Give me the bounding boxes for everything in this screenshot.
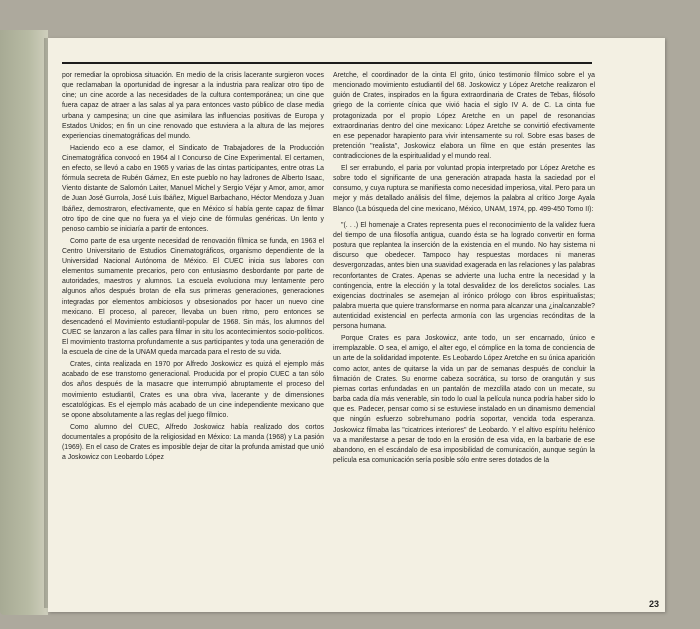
header-rule <box>62 62 592 64</box>
paragraph: Como alumno del CUEC, Alfredo Joskowicz había realizado dos cortos documentales a propósito de la religiosidad en México: La manda (1968) y La pasión (1969). En el caso de Crates es imposible dejar de citar la profunda amistad que unió a Joskowicz con Leobardo López <box>62 423 324 462</box>
paragraph: Haciendo eco a ese clamor, el Sindicato de Trabajadores de la Producción Cinematográfica convocó en 1964 al I Concurso de Cine Experimental. El certamen, en efecto, se llevó a cabo en 1965 y varias de las cintas participantes, entre otras La fórmula secreta de Rubén Gámez, En este pueblo no hay ladrones de Alberto Isaac, Viento distante de Salomón Laiter, Manuel Michel y Sergio Véjar y Amor, amor, amor de Juan José Gurrola, José Luis Ibáñez, Miguel Barbachano, Héctor Mendoza y Juan Ibáñez, demostraron, efectivamente, que en México sí había gente capaz de filmar otro tipo de cine que no fuera ya el viejo cine de fórmulas genéricas. Un lento y penoso cambio se iniciaría a partir de entonces. <box>62 144 324 233</box>
paragraph: Crates, cinta realizada en 1970 por Alfredo Joskowicz es quizá el ejemplo más acabado de ese transtorno generacional. Producida por el propio CUEC a tan sólo dos años después de la masacre que interrumpió abruptamente el proceso del movimiento estudiantil, Crates es una obra viva, lacerante y de dimensiones escatológicas. Es el ejemplo más acabado de un cine independiente mexicano que se opone absolutamente a las reglas del juego fílmico. <box>62 361 324 419</box>
left-column <box>62 71 324 463</box>
paragraph: Como parte de esa urgente necesidad de renovación fílmica se funda, en 1963 el Centro Universitario de Estudios Cinematográficos, organismo dependiente de la Universidad Nacional Autónoma de México. El CUEC inicia sus labores con elementos sumamente precarios, pero con entusiasmo desbordante por parte de autoridades, maestros y alumnos. La escuela evoluciona muy lentamente pero algunos años después brotan de ella sus primeras generaciones, generaciones integradas por elementos ambiciosos y obsesionados por hacer un nuevo cine mexicano. El proceso, al parecer, llevaba un buen ritmo, pero entonces se desencadenó el Movimiento estudiantil-popular de 1968. Sin más, los alumnos del CUEC se lanzaron a las calles para filmar in situ los acontecimientos socio-políticos. El movimiento trastorna profundamente a sus participantes y toda una generación de la escuela de cine de la UNAM queda marcada para el resto de su vida. <box>62 237 324 357</box>
left-page-edge <box>0 30 48 615</box>
page-number: 23 <box>648 599 659 609</box>
paragraph: Porque Crates es para Joskowicz, ante todo, un ser encarnado, único e irremplazable. O sea, el amigo, el alter ego, el cómplice en la toma de conciencia de un arte de la solidaridad impotente. Es Leobardo López Aretche en su única aparición como actor, antes de quitarse la vida un par de semanas después de concluir la filmación de Crates. Su enorme cabeza socrática, su torso de orangután y sus piernas cortas enfundadas en un pantalón de mezclilla atado con un mecate, su barba cada día más venerable, sin todo lo cual la película nunca podría haber sido lo que es. Padecer, pensar como si se estuviese instalado en un dinamismo demencial que ningún esfuerzo sobrehumano podría soportar, vencida toda esperanza. Joskowicz filmaba las "cicatrices interiores" de Leobardo. Y el altivo espíritu helénico va a manifestarse a pesar de todo en la erosión de esa vida, en la barbarie de ese abandono, en el escándalo de esa imposibilidad de comunicación, aunque según la película esa comunicación sería posible sólo entre seres dotados de la <box>333 335 595 464</box>
paragraph: El ser errabundo, el paria por voluntad propia interpretado por López Aretche es sobre todo el significante de una generación atrapada hasta la saciedad por el consumo, y cuya ruptura se manifiesta como necesidad imperiosa, vital. Pero para un mejor y más detallado análisis del filme, dejemos la palabra al crítico Jorge Ayala Blanco (La búsqueda del cine mexicano, México, UNAM, 1974, pp. 499-450 Tomo II): <box>333 165 595 213</box>
paragraph: por remediar la oprobiosa situación. En medio de la crisis lacerante surgieron voces que reclamaban la oportunidad de ingresar a la industria para realizar otro tipo de cine; un cine acorde a las necesidades de la cultura contemporánea; un cine que fuera capaz de atraer a las salas al ya para entonces vasto público de clase media urbana y campesina; un cine que asimilara las influencias positivas de Europa y Estados Unidos; en fin un cine renovado que estuviera a la altura de las mejores experiencias cinematográficas del mundo. <box>62 72 324 140</box>
quotation: "(. . .) El homenaje a Crates representa pues el reconocimiento de la validez fuera del tiempo de una filosofía antigua, cuando ésta se ha logrado convertir en forma postura que replantea la inserción de la existencia en el mundo. No hay sistema ni discurso que obedecer. Tampoco hay respuestas mordaces ni maneras desvergonzadas, antes bien una suavidad exagerada en las relaciones y las palabras reconfortantes de Crates. Apenas se advierte una lucha entre la necesidad y la contingencia, entre la elección y la total desvalidez de los derelictos sociales. Las exigencias doctrinales se asemejan al irónico prólogo con libros espiritualistas; palabra muerta que quiere transformarse en norma para alcanzar una ¿inalcanzable? autenticidad existencial en perfecta armonía con las urgencias recónditas de la persona humana. <box>333 221 595 331</box>
paragraph: Aretche, el coordinador de la cinta El grito, único testimonio fílmico sobre el ya mencionado movimiento estudiantil del 68. Joskowicz y López Aretche realizaron el guión de Crates, inspirados en la figura extraordinaria de Crates de Tebas, filósofo griego de la corriente cínica que vivió hacia el siglo IV A. de C. La cinta fue protagonizada por el propio López Aretche en un papel de resonancias extraordinarias dentro del cine mexicano: López Aretche se convirtió efectivamente en ese pepenador harapiento para vivir intensamente su rol. Sobre esas bases de pretención "realista", Joskowicz elabora un filme en que están presentes las contradicciones de la espiritualidad y el mundo real. <box>333 72 595 161</box>
right-column <box>333 71 595 466</box>
